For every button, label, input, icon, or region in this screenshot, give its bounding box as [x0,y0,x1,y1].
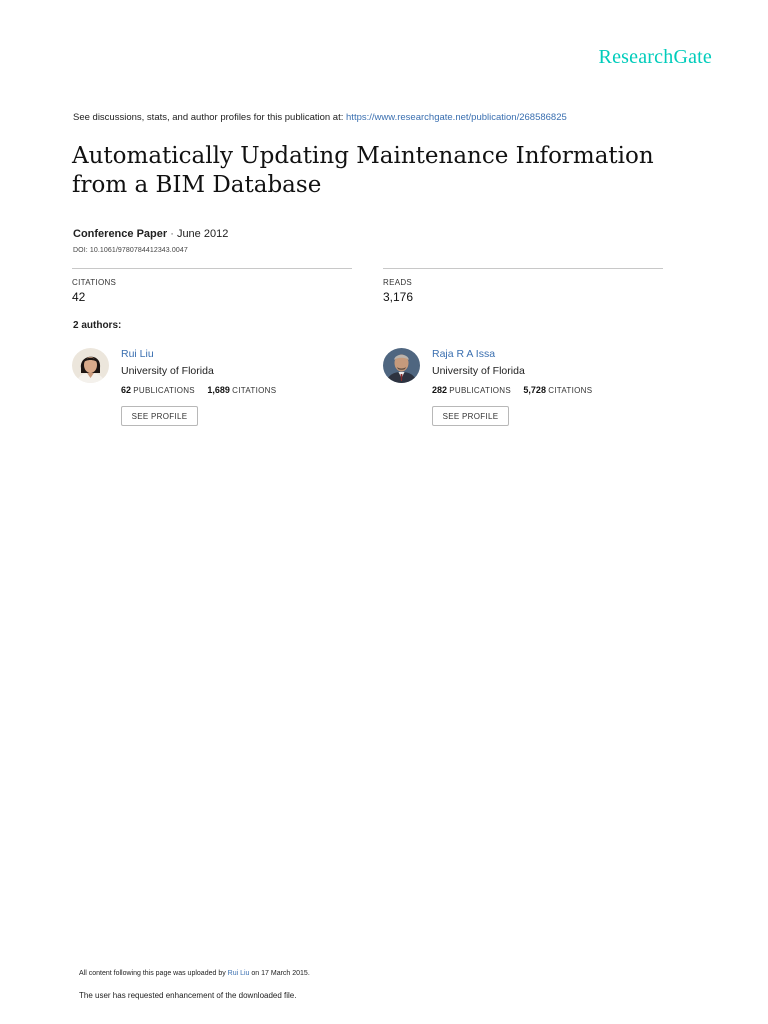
author-photo-icon [383,348,420,383]
authors-heading: 2 authors: [73,320,122,331]
publications-count: 282 [432,385,448,395]
author-institution: University of Florida [121,365,214,377]
citations-stat [72,268,352,304]
author-stats [121,385,276,395]
citations-count: 1,689 [207,385,230,395]
reads-label: READS [383,278,413,287]
citations-label: CITATIONS [72,278,117,287]
publication-link[interactable]: https://www.researchgate.net/publication/268586825 [346,112,567,123]
publication-meta [73,228,228,240]
enhancement-note: The user has requested enhancement of the downloaded file. [79,991,297,1000]
discussion-line [73,112,567,123]
author-card [383,348,663,438]
publication-doi: DOI: 10.1061/9780784412343.0047 [73,247,188,254]
see-profile-button[interactable]: SEE PROFILE [121,406,198,426]
publications-count: 62 [121,385,132,395]
citations-value: 42 [72,290,86,304]
uploader-link[interactable]: Rui Liu [227,970,250,977]
author-card [72,348,352,438]
author-stats [432,385,592,395]
publication-date: June 2012 [176,228,229,240]
author-name-link[interactable]: Raja R A Issa [432,348,496,360]
discussion-text: See discussions, stats, and author profiles for this publication at: [73,112,347,123]
citations-count: 5,728 [523,385,546,395]
avatar[interactable] [383,348,420,383]
publications-label: PUBLICATIONS [449,386,511,395]
upload-note [79,970,310,977]
publication-type: Conference Paper [73,228,168,240]
author-photo-icon [72,348,109,383]
publication-title: Automatically Updating Maintenance Information from a BIM Database [72,143,654,198]
citations-label: CITATIONS [548,386,593,395]
author-name-link[interactable]: Rui Liu [121,348,154,360]
reads-stat [383,268,663,304]
citations-label: CITATIONS [232,386,277,395]
researchgate-logo[interactable]: ResearchGate [598,46,712,68]
publications-label: PUBLICATIONS [133,386,195,395]
reads-value: 3,176 [383,290,414,304]
avatar[interactable] [72,348,109,383]
see-profile-button[interactable]: SEE PROFILE [432,406,509,426]
author-institution: University of Florida [432,365,525,377]
upload-suffix: on 17 March 2015. [249,970,310,977]
upload-prefix: All content following this page was uploaded by [79,970,228,977]
meta-separator: · [167,228,177,240]
